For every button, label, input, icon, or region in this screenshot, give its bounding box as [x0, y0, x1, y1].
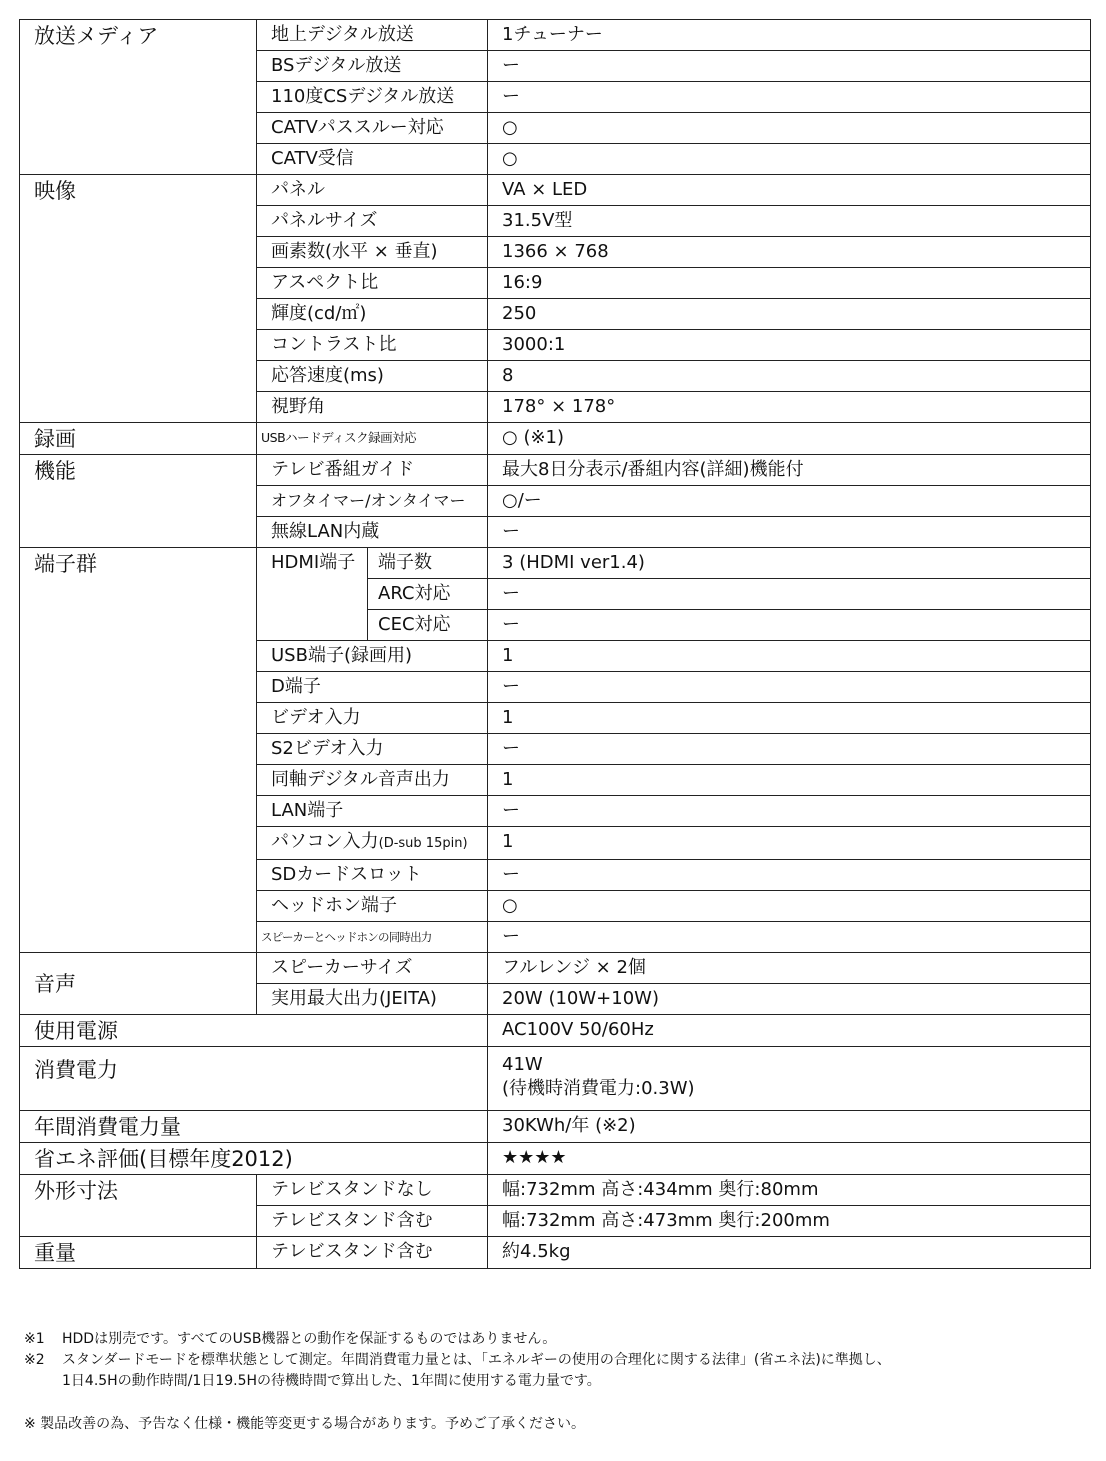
- spec-value: 約4.5kg: [488, 1237, 1091, 1269]
- spec-label: アスペクト比: [257, 268, 488, 299]
- footnote-mark: ※1: [24, 1331, 45, 1347]
- spec-label: 端子数: [368, 548, 488, 579]
- footnote-1: [24, 1329, 1094, 1350]
- spec-value: 最大8日分表示/番組内容(詳細)機能付: [488, 455, 1091, 486]
- spec-row: [20, 1015, 1091, 1047]
- category-functions: 機能: [20, 455, 257, 548]
- spec-label: [257, 827, 488, 860]
- spec-label: 画素数(水平 × 垂直): [257, 237, 488, 268]
- spec-label: テレビスタンド含む: [257, 1206, 488, 1237]
- spec-value: 1チューナー: [488, 20, 1091, 51]
- power-consumption-line1: 41W: [502, 1054, 543, 1075]
- spec-row: [20, 20, 1091, 51]
- spec-value: ー: [488, 796, 1091, 827]
- footnote-2: [24, 1350, 1094, 1371]
- spec-label: LAN端子: [257, 796, 488, 827]
- category-power-consumption: 消費電力: [20, 1047, 488, 1111]
- spec-table: [19, 19, 1091, 1269]
- category-broadcast: 放送メディア: [20, 20, 257, 175]
- spec-row: [20, 1111, 1091, 1143]
- spec-value: 31.5V型: [488, 206, 1091, 237]
- spec-label: S2ビデオ入力: [257, 734, 488, 765]
- spec-value: 8: [488, 361, 1091, 392]
- spec-row: [20, 1175, 1091, 1206]
- spec-value: 3000:1: [488, 330, 1091, 361]
- category-energy-rating: 省エネ評価(目標年度2012): [20, 1143, 488, 1175]
- spec-value: ー: [488, 860, 1091, 891]
- category-weight: 重量: [20, 1237, 257, 1269]
- spec-label-small: (D-sub 15pin): [378, 836, 468, 851]
- spec-row: [20, 1237, 1091, 1269]
- footnote-2-continued: 1日4.5Hの動作時間/1日19.5Hの待機時間で算出した、1年間に使用する電力量です。: [62, 1373, 601, 1389]
- spec-label: CATVパススルー対応: [257, 113, 488, 144]
- spec-label: テレビ番組ガイド: [257, 455, 488, 486]
- spec-label: テレビスタンド含む: [257, 1237, 488, 1269]
- category-recording: 録画: [20, 423, 257, 455]
- star-rating: ★★★★: [488, 1143, 1091, 1175]
- spec-value: 1: [488, 827, 1091, 860]
- spec-label: パネル: [257, 175, 488, 206]
- category-audio: 音声: [20, 953, 257, 1015]
- spec-row: [20, 175, 1091, 206]
- spec-value: VA × LED: [488, 175, 1091, 206]
- disclaimer: ※ 製品改善の為、予告なく仕様・機能等変更する場合があります。予めご了承ください。: [24, 1416, 586, 1432]
- footnote-mark: ※2: [24, 1352, 45, 1368]
- category-terminals: 端子群: [20, 548, 257, 953]
- footnotes: [24, 1329, 1094, 1435]
- spec-label: スピーカーとヘッドホンの同時出力: [257, 922, 488, 953]
- spec-value: ー: [488, 922, 1091, 953]
- category-dimensions: 外形寸法: [20, 1175, 257, 1237]
- spec-label: 輝度(cd/㎡): [257, 299, 488, 330]
- spec-value: 20W (10W+10W): [488, 984, 1091, 1015]
- spec-label: D端子: [257, 672, 488, 703]
- spec-label: 同軸デジタル音声出力: [257, 765, 488, 796]
- spec-label: 実用最大出力(JEITA): [257, 984, 488, 1015]
- spec-label: 無線LAN内蔵: [257, 517, 488, 548]
- hdmi-label: HDMI端子: [257, 548, 368, 641]
- spec-value: ー: [488, 51, 1091, 82]
- spec-value: ー: [488, 610, 1091, 641]
- spec-label: SDカードスロット: [257, 860, 488, 891]
- spec-label: コントラスト比: [257, 330, 488, 361]
- spec-value: ○ (※1): [488, 423, 1091, 455]
- spacer: [24, 1392, 1094, 1414]
- spec-label: 地上デジタル放送: [257, 20, 488, 51]
- spec-value: ー: [488, 517, 1091, 548]
- footnote-text: スタンダードモードを標準状態として測定。年間消費電力量とは、「エネルギーの使用の合理化に関する法律」(省エネ法)に準拠し、: [62, 1352, 891, 1368]
- spec-value: 30KWh/年 (※2): [488, 1111, 1091, 1143]
- footnote-text: HDDは別売です。すべてのUSB機器との動作を保証するものではありません。: [62, 1331, 557, 1347]
- spec-label: USBハードディスク録画対応: [257, 423, 488, 455]
- spec-value: 250: [488, 299, 1091, 330]
- spec-value: 178° × 178°: [488, 392, 1091, 423]
- spec-value: ー: [488, 579, 1091, 610]
- spec-row: [20, 455, 1091, 486]
- spec-value: ○: [488, 113, 1091, 144]
- spec-label: 応答速度(ms): [257, 361, 488, 392]
- spec-label: オフタイマー/オンタイマー: [257, 486, 488, 517]
- spec-label-main: パソコン入力: [271, 831, 379, 852]
- spec-value: AC100V 50/60Hz: [488, 1015, 1091, 1047]
- power-consumption-line2: (待機時消費電力:0.3W): [502, 1078, 695, 1099]
- spec-label: パネルサイズ: [257, 206, 488, 237]
- spec-label: ARC対応: [368, 579, 488, 610]
- spec-label: CEC対応: [368, 610, 488, 641]
- spec-label: スピーカーサイズ: [257, 953, 488, 984]
- spec-label: BSデジタル放送: [257, 51, 488, 82]
- spec-value: 1: [488, 765, 1091, 796]
- spec-label: 視野角: [257, 392, 488, 423]
- spec-value: ー: [488, 82, 1091, 113]
- spec-label: 110度CSデジタル放送: [257, 82, 488, 113]
- spec-label: USB端子(録画用): [257, 641, 488, 672]
- spec-value: 1: [488, 641, 1091, 672]
- category-video: 映像: [20, 175, 257, 423]
- spec-row: [20, 548, 1091, 579]
- spec-value: 3 (HDMI ver1.4): [488, 548, 1091, 579]
- spec-label: テレビスタンドなし: [257, 1175, 488, 1206]
- spec-value: [488, 1047, 1091, 1111]
- spec-value: ○/ー: [488, 486, 1091, 517]
- spec-value: 幅:732mm 高さ:473mm 奥行:200mm: [488, 1206, 1091, 1237]
- spec-label: ビデオ入力: [257, 703, 488, 734]
- spec-label: ヘッドホン端子: [257, 891, 488, 922]
- spec-value: ー: [488, 734, 1091, 765]
- spec-row: [20, 1047, 1091, 1111]
- spec-row: [20, 953, 1091, 984]
- spec-row: [20, 423, 1091, 455]
- category-annual-power: 年間消費電力量: [20, 1111, 488, 1143]
- spec-row: [20, 1143, 1091, 1175]
- spec-value: 16:9: [488, 268, 1091, 299]
- spec-value: 1: [488, 703, 1091, 734]
- spec-label: CATV受信: [257, 144, 488, 175]
- category-power-source: 使用電源: [20, 1015, 488, 1047]
- spec-value: フルレンジ × 2個: [488, 953, 1091, 984]
- spec-value: ○: [488, 144, 1091, 175]
- spec-value: 1366 × 768: [488, 237, 1091, 268]
- spec-value: 幅:732mm 高さ:434mm 奥行:80mm: [488, 1175, 1091, 1206]
- spec-value: ○: [488, 891, 1091, 922]
- spec-value: ー: [488, 672, 1091, 703]
